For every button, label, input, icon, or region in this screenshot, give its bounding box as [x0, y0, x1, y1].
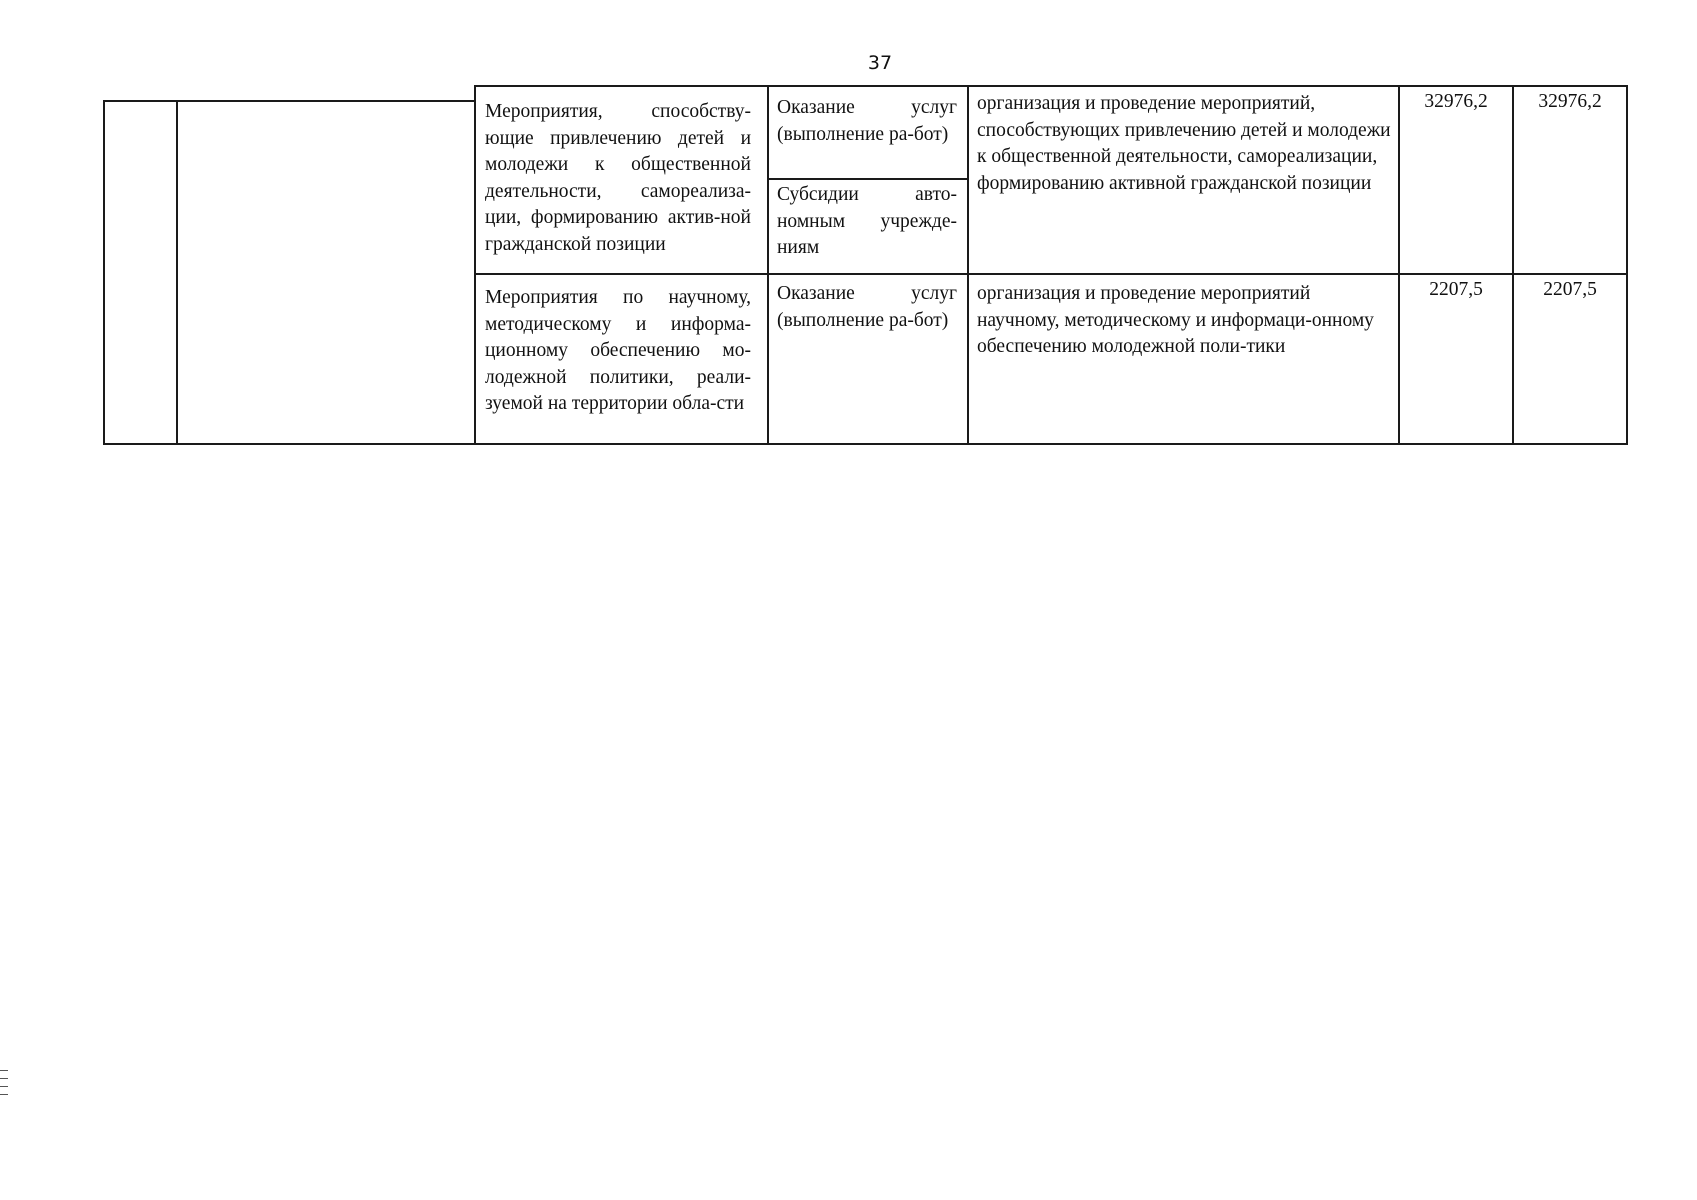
- table-row-1-description: организация и проведение мероприятий, способствующих привлечению детей и молодежи к общественной деятельности, самореализации, формированию активной гражданской позиции: [977, 93, 1391, 194]
- table-left-border: [103, 100, 105, 445]
- column-divider-6: [1512, 85, 1514, 445]
- table-row-2-activity: Мероприятия по научному, методическому и информа-ционному обеспечению мо-лодежной политики, реали-зуемой на территории обла-сти: [485, 287, 751, 414]
- scan-artifact-mark: [0, 1094, 8, 1095]
- table-row-1-activity: Мероприятия, способству-ющие привлечению детей и молодежи к общественной деятельности, самореализа-ции, формированию актив-ной гражданской позиции: [485, 101, 751, 255]
- type-subrow-separator: [767, 178, 969, 180]
- page-number: 37: [867, 52, 893, 74]
- table-row-1-value-2: 32976,2: [1538, 91, 1602, 112]
- table-row-2-description: организация и проведение мероприятий научному, методическому и информаци-онному обеспечению молодежной поли-тики: [977, 283, 1374, 357]
- column-divider-5: [1398, 85, 1400, 445]
- table-top-border-right: [474, 85, 1628, 87]
- table-row-1-value-1: 32976,2: [1424, 91, 1488, 112]
- table-row-1-type-1: Оказание услуг (выполнение ра-бот): [777, 97, 957, 145]
- table-top-border-left: [103, 100, 476, 102]
- scan-artifact-mark: [0, 1070, 8, 1071]
- table-row-2-value-2: 2207,5: [1543, 279, 1597, 300]
- column-divider-3: [767, 85, 769, 445]
- scan-artifact-mark: [0, 1086, 8, 1087]
- column-divider-4: [967, 85, 969, 445]
- table-right-border: [1626, 85, 1628, 445]
- column-divider-1: [176, 100, 178, 445]
- row-separator: [474, 273, 1628, 275]
- scan-artifact-mark: [0, 1078, 8, 1079]
- table-row-1-type-2: Субсидии авто-номным учрежде-ниям: [777, 184, 957, 258]
- table-row-2-type-1: Оказание услуг (выполнение ра-бот): [777, 283, 957, 331]
- table-row-2-value-1: 2207,5: [1429, 279, 1483, 300]
- column-divider-2: [474, 85, 476, 445]
